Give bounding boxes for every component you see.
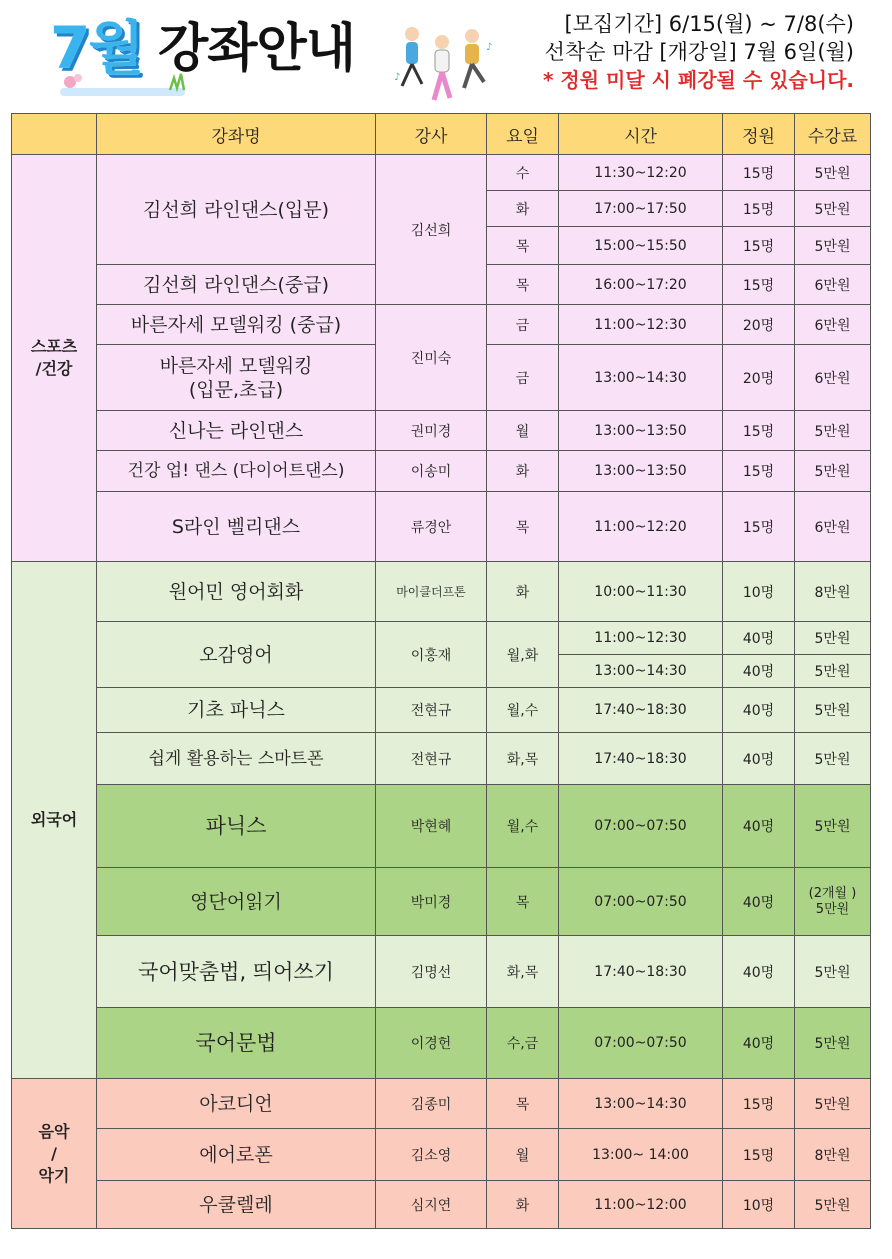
course-teacher: 김선희 — [376, 155, 487, 305]
course-capacity: 40명 — [723, 936, 795, 1008]
course-name: S라인 벨리댄스 — [97, 492, 376, 562]
course-name: 국어문법 — [97, 1008, 376, 1079]
course-teacher: 류경안 — [376, 492, 487, 562]
course-day: 월,화 — [487, 622, 559, 688]
course-day: 금 — [487, 345, 559, 411]
course-time: 17:40~18:30 — [559, 936, 723, 1008]
course-capacity: 10명 — [723, 1181, 795, 1229]
table-header-row — [12, 114, 871, 155]
course-capacity: 15명 — [723, 492, 795, 562]
course-time: 07:00~07:50 — [559, 868, 723, 936]
course-day: 화 — [487, 451, 559, 492]
course-day: 화 — [487, 562, 559, 622]
table-row — [12, 1129, 871, 1181]
course-time: 17:00~17:50 — [559, 191, 723, 227]
table-row — [12, 785, 871, 868]
course-capacity: 40명 — [723, 868, 795, 936]
table-row — [12, 305, 871, 345]
column-header-teacher: 강사 — [376, 114, 487, 155]
course-day: 수 — [487, 155, 559, 191]
course-fee: 5만원 — [795, 1008, 871, 1079]
course-fee: 5만원 — [795, 622, 871, 655]
course-table — [11, 113, 871, 1229]
course-capacity: 10명 — [723, 562, 795, 622]
column-header-day: 요일 — [487, 114, 559, 155]
course-day: 목 — [487, 1079, 559, 1129]
course-teacher: 마이클더프톤 — [376, 562, 487, 622]
category-sports: 스포츠 /건강 — [12, 155, 97, 562]
course-day: 목 — [487, 492, 559, 562]
course-name: 파닉스 — [97, 785, 376, 868]
course-teacher: 권미경 — [376, 411, 487, 451]
course-time: 13:00~ 14:00 — [559, 1129, 723, 1181]
svg-text:♪: ♪ — [486, 42, 493, 53]
course-fee: 5만원 — [795, 655, 871, 688]
course-time: 17:40~18:30 — [559, 733, 723, 785]
course-fee: 6만원 — [795, 265, 871, 305]
course-teacher: 심지연 — [376, 1181, 487, 1229]
course-teacher: 김소영 — [376, 1129, 487, 1181]
course-fee: 6만원 — [795, 345, 871, 411]
course-fee: 5만원 — [795, 227, 871, 265]
course-capacity: 40명 — [723, 733, 795, 785]
course-fee: 5만원 — [795, 1181, 871, 1229]
course-capacity: 40명 — [723, 688, 795, 733]
column-header-time: 시간 — [559, 114, 723, 155]
course-time: 10:00~11:30 — [559, 562, 723, 622]
category-music: 음악 / 악기 — [12, 1079, 97, 1229]
course-fee: 6만원 — [795, 492, 871, 562]
course-day: 화,목 — [487, 733, 559, 785]
course-time: 07:00~07:50 — [559, 1008, 723, 1079]
course-fee: 5만원 — [795, 936, 871, 1008]
course-name: 건강 업! 댄스 (다이어트댄스) — [97, 451, 376, 492]
course-fee: 5만원 — [795, 733, 871, 785]
course-name: 쉽게 활용하는 스마트폰 — [97, 733, 376, 785]
course-day: 목 — [487, 868, 559, 936]
table-row — [12, 155, 871, 191]
course-time: 11:00~12:30 — [559, 305, 723, 345]
course-name: 국어맞춤법, 띄어쓰기 — [97, 936, 376, 1008]
course-teacher: 박미경 — [376, 868, 487, 936]
course-capacity: 15명 — [723, 155, 795, 191]
table-row — [12, 411, 871, 451]
category-header — [12, 114, 97, 155]
course-time: 16:00~17:20 — [559, 265, 723, 305]
table-row — [12, 622, 871, 655]
course-day: 목 — [487, 265, 559, 305]
course-day: 월 — [487, 1129, 559, 1181]
course-fee: 5만원 — [795, 451, 871, 492]
course-fee: 8만원 — [795, 562, 871, 622]
course-fee: 5만원 — [795, 191, 871, 227]
course-name: 김선희 라인댄스(중급) — [97, 265, 376, 305]
table-row — [12, 1181, 871, 1229]
course-teacher: 이송미 — [376, 451, 487, 492]
course-fee: 8만원 — [795, 1129, 871, 1181]
course-day: 화 — [487, 191, 559, 227]
table-row — [12, 1079, 871, 1129]
course-name: 바른자세 모델워킹 (입문,초급) — [97, 345, 376, 411]
course-time: 07:00~07:50 — [559, 785, 723, 868]
course-fee: (2개월 ) 5만원 — [795, 868, 871, 936]
course-teacher: 진미숙 — [376, 305, 487, 411]
course-time: 13:00~14:30 — [559, 345, 723, 411]
course-teacher: 전현규 — [376, 688, 487, 733]
cancel-notice: * 정원 미달 시 폐강될 수 있습니다. — [543, 68, 854, 92]
course-day: 화,목 — [487, 936, 559, 1008]
course-name: 우쿨렐레 — [97, 1181, 376, 1229]
course-capacity: 40명 — [723, 1008, 795, 1079]
course-capacity: 15명 — [723, 191, 795, 227]
month-label: 7월 — [50, 14, 143, 82]
course-day: 수,금 — [487, 1008, 559, 1079]
course-teacher: 김명선 — [376, 936, 487, 1008]
course-name: 원어민 영어회화 — [97, 562, 376, 622]
course-day: 월,수 — [487, 688, 559, 733]
course-time: 13:00~13:50 — [559, 451, 723, 492]
table-row — [12, 688, 871, 733]
course-day: 금 — [487, 305, 559, 345]
course-day: 월,수 — [487, 785, 559, 868]
course-capacity: 40명 — [723, 655, 795, 688]
course-capacity: 15명 — [723, 265, 795, 305]
course-time: 11:00~12:30 — [559, 622, 723, 655]
dancers-illustration-icon — [392, 20, 496, 106]
page-header — [0, 0, 892, 112]
course-fee: 5만원 — [795, 785, 871, 868]
column-header-capacity: 정원 — [723, 114, 795, 155]
course-name: 영단어읽기 — [97, 868, 376, 936]
table-row — [12, 451, 871, 492]
course-time: 11:00~12:20 — [559, 492, 723, 562]
course-time: 13:00~13:50 — [559, 411, 723, 451]
course-teacher: 이경헌 — [376, 1008, 487, 1079]
page-title: 강좌안내 — [158, 19, 355, 79]
course-teacher: 전현규 — [376, 733, 487, 785]
course-name: 신나는 라인댄스 — [97, 411, 376, 451]
course-day: 월 — [487, 411, 559, 451]
course-name: 김선희 라인댄스(입문) — [97, 155, 376, 265]
table-row — [12, 936, 871, 1008]
course-capacity: 15명 — [723, 451, 795, 492]
course-capacity: 15명 — [723, 411, 795, 451]
course-time: 15:00~15:50 — [559, 227, 723, 265]
course-name: 기초 파닉스 — [97, 688, 376, 733]
course-name: 오감영어 — [97, 622, 376, 688]
svg-text:♪: ♪ — [394, 72, 401, 83]
course-fee: 5만원 — [795, 688, 871, 733]
course-capacity: 15명 — [723, 1079, 795, 1129]
course-teacher: 김종미 — [376, 1079, 487, 1129]
column-header-fee: 수강료 — [795, 114, 871, 155]
course-fee: 5만원 — [795, 411, 871, 451]
course-capacity: 15명 — [723, 227, 795, 265]
course-capacity: 40명 — [723, 622, 795, 655]
course-capacity: 40명 — [723, 785, 795, 868]
course-time: 13:00~14:30 — [559, 655, 723, 688]
course-teacher: 이홍재 — [376, 622, 487, 688]
course-capacity: 20명 — [723, 345, 795, 411]
course-time: 13:00~14:30 — [559, 1079, 723, 1129]
table-row — [12, 492, 871, 562]
course-day: 목 — [487, 227, 559, 265]
table-row — [12, 562, 871, 622]
schedule-info — [543, 10, 854, 94]
course-name: 바른자세 모델워킹 (중급) — [97, 305, 376, 345]
table-row — [12, 733, 871, 785]
course-teacher: 박현혜 — [376, 785, 487, 868]
course-time: 11:30~12:20 — [559, 155, 723, 191]
column-header-name: 강좌명 — [97, 114, 376, 155]
recruit-period: [모집기간] 6/15(월) ~ 7/8(수) — [564, 12, 854, 36]
table-row — [12, 1008, 871, 1079]
course-day: 화 — [487, 1181, 559, 1229]
course-fee: 5만원 — [795, 1079, 871, 1129]
course-capacity: 15명 — [723, 1129, 795, 1181]
course-fee: 5만원 — [795, 155, 871, 191]
start-date: 선착순 마감 [개강일] 7월 6일(월) — [544, 40, 854, 64]
course-time: 11:00~12:00 — [559, 1181, 723, 1229]
course-time: 17:40~18:30 — [559, 688, 723, 733]
course-name: 에어로폰 — [97, 1129, 376, 1181]
course-fee: 6만원 — [795, 305, 871, 345]
course-capacity: 20명 — [723, 305, 795, 345]
table-row — [12, 868, 871, 936]
category-language: 외국어 — [12, 562, 97, 1079]
course-name: 아코디언 — [97, 1079, 376, 1129]
